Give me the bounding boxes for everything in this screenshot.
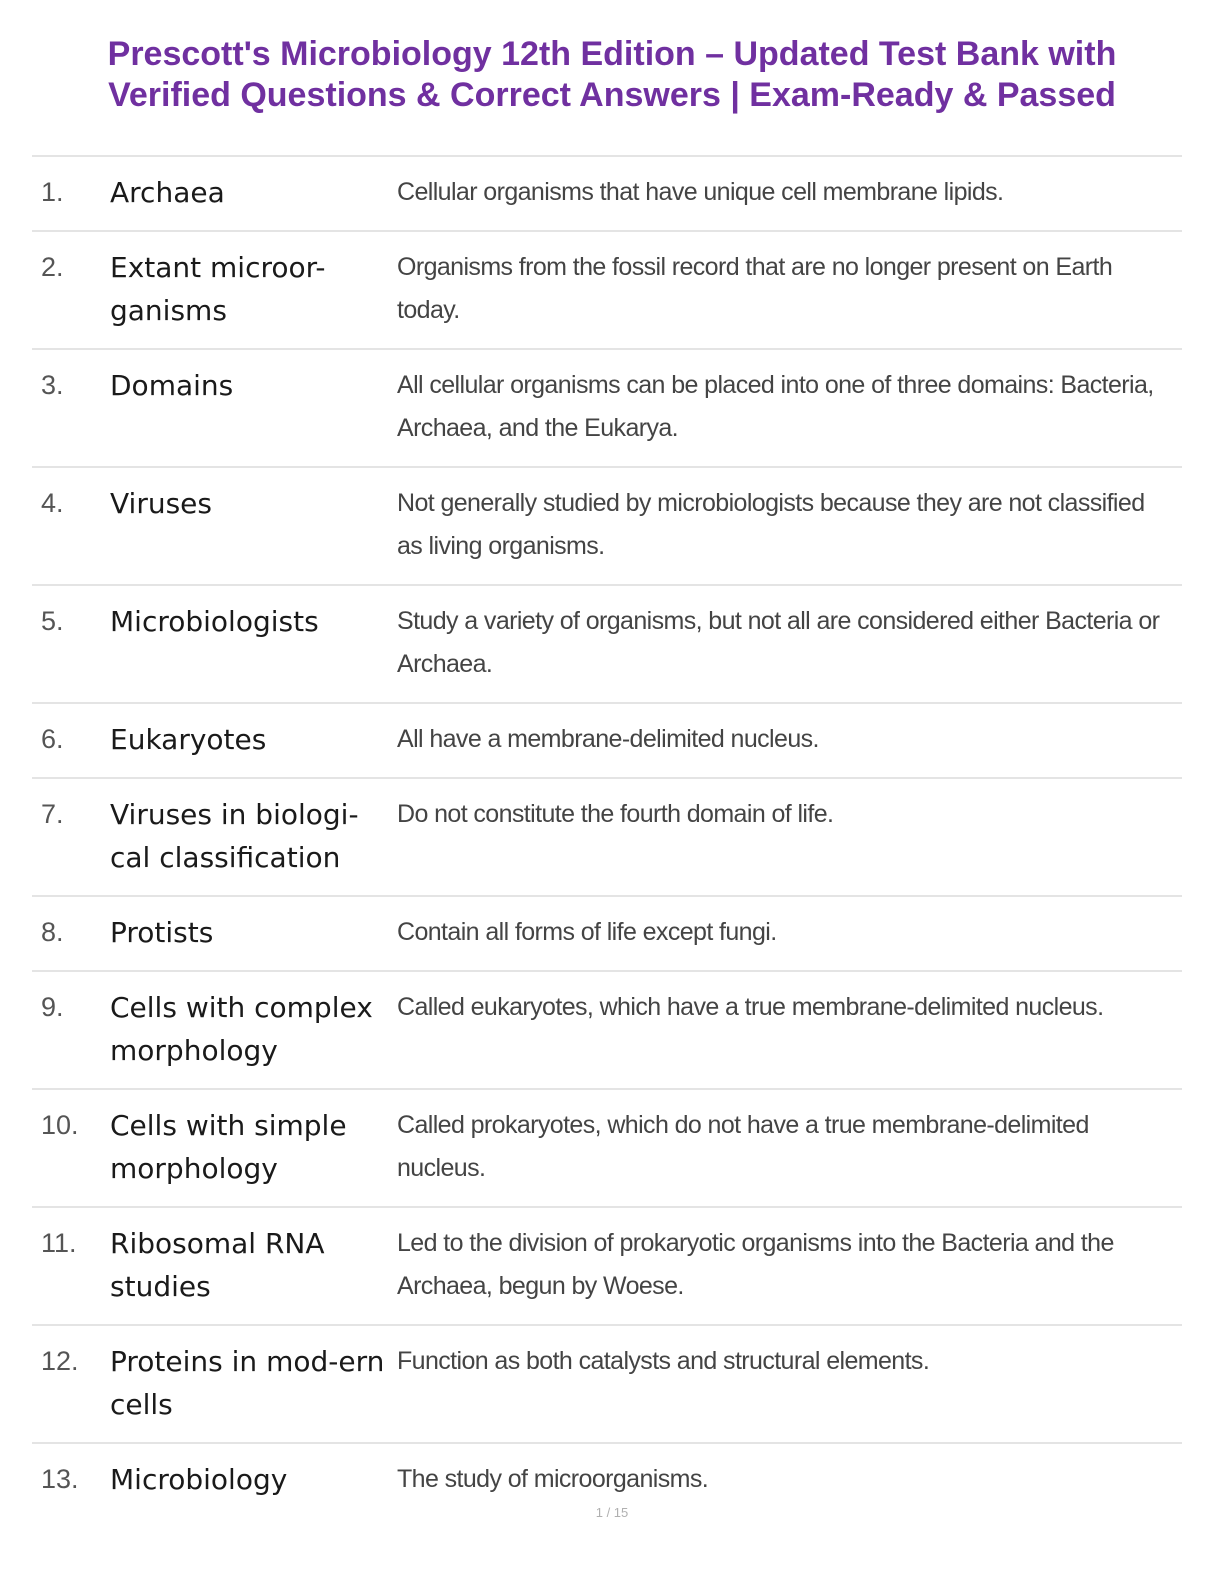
term: Eukaryotes <box>110 723 267 756</box>
definition: Do not constitute the fourth domain of life. <box>397 800 834 828</box>
term: Microbiologists <box>110 605 319 638</box>
definition: Led to the division of prokaryotic organisms into the Bacteria and the Archaea, begun by Woese. <box>397 1229 1114 1300</box>
row-number: 7. <box>41 799 64 829</box>
row-number: 3. <box>41 370 64 400</box>
definition: Function as both catalysts and structural elements. <box>397 1347 930 1375</box>
definition: All have a membrane-delimited nucleus. <box>397 725 819 753</box>
table-row <box>32 897 1182 972</box>
table-row <box>32 779 1182 897</box>
definition: Not generally studied by microbiologists because they are not classified as living organisms. <box>397 489 1145 560</box>
table-row <box>32 232 1182 350</box>
row-number: 12. <box>41 1346 79 1376</box>
definition: Cellular organisms that have unique cell membrane lipids. <box>397 178 1004 206</box>
table-row <box>32 1326 1182 1444</box>
table-row <box>32 350 1182 468</box>
row-number: 9. <box>41 992 64 1022</box>
definition: Contain all forms of life except fungi. <box>397 918 777 946</box>
term: Archaea <box>110 176 225 209</box>
term: Extant microor-ganisms <box>110 251 326 327</box>
table-row <box>32 1208 1182 1326</box>
table-row <box>32 586 1182 704</box>
term: Cells with complex morphology <box>110 991 373 1067</box>
page-title <box>0 34 1224 116</box>
row-number: 11. <box>41 1228 77 1258</box>
page-title-line-2: Verified Questions & Correct Answers | Exam-Ready & Passed <box>108 76 1116 114</box>
row-number: 4. <box>41 488 64 518</box>
term: Cells with simple morphology <box>110 1109 347 1185</box>
row-number: 1. <box>41 177 64 207</box>
term: Ribosomal RNA studies <box>110 1227 325 1303</box>
table-row <box>32 972 1182 1090</box>
term: Proteins in mod-ern cells <box>110 1345 385 1421</box>
term: Viruses <box>110 487 212 520</box>
row-number: 10. <box>41 1110 79 1140</box>
row-number: 5. <box>41 606 64 636</box>
definition: Study a variety of organisms, but not all are considered either Bacteria or Archaea. <box>397 607 1160 678</box>
term: Viruses in biologi-cal classification <box>110 798 359 874</box>
term: Domains <box>110 369 234 402</box>
flashcard-table <box>32 155 1182 1519</box>
definition: Organisms from the fossil record that are no longer present on Earth today. <box>397 253 1113 324</box>
row-number: 6. <box>41 724 64 754</box>
table-row <box>32 704 1182 779</box>
term: Microbiology <box>110 1463 288 1496</box>
definition: Called eukaryotes, which have a true membrane-delimited nucleus. <box>397 993 1104 1021</box>
row-number: 13. <box>41 1464 79 1494</box>
table-row <box>32 157 1182 232</box>
row-number: 2. <box>41 252 64 282</box>
term: Protists <box>110 916 214 949</box>
definition: Called prokaryotes, which do not have a true membrane-delimited nucleus. <box>397 1111 1089 1182</box>
page-title-line-1: Prescott's Microbiology 12th Edition – Updated Test Bank with <box>107 35 1117 73</box>
definition: All cellular organisms can be placed into one of three domains: Bacteria, Archaea, and the Eukarya. <box>397 371 1154 442</box>
row-number: 8. <box>41 917 64 947</box>
definition: The study of microorganisms. <box>397 1465 709 1493</box>
page-number: 1 / 15 <box>595 1505 629 1520</box>
table-row <box>32 468 1182 586</box>
table-row <box>32 1090 1182 1208</box>
